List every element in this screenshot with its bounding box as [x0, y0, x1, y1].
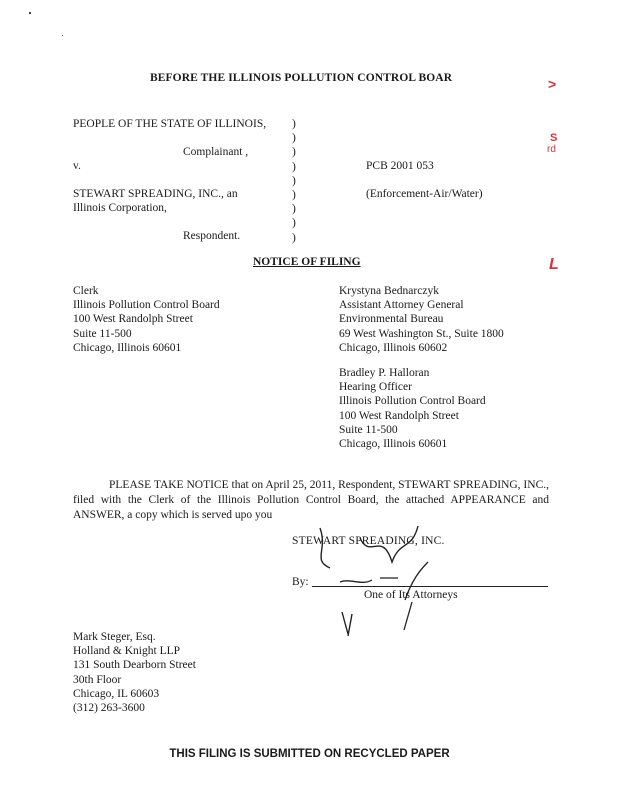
board-caption-title: BEFORE THE ILLINOIS POLLUTION CONTROL BOAR	[150, 72, 453, 84]
signature-company: STEWART SPREADING, INC.	[292, 535, 445, 547]
signature-by-label: By:	[292, 576, 309, 588]
caption-paren: )	[292, 160, 296, 173]
address-line: Chicago, Illinois 60601	[73, 341, 182, 354]
signature-stroke	[404, 602, 412, 630]
caption-paren: )	[292, 203, 296, 216]
signature-stroke	[342, 612, 352, 636]
received-stamp-fragment: S	[550, 132, 558, 144]
counsel-line: 131 South Dearborn Street	[73, 659, 196, 672]
address-line: 69 West Washington St., Suite 1800	[339, 327, 504, 340]
case-type: (Enforcement-Air/Water)	[366, 188, 483, 200]
addressee-clerk	[73, 284, 220, 355]
address-line: Suite 11-500	[339, 423, 398, 436]
address-line: 100 West Randolph Street	[339, 409, 459, 422]
received-stamp-fragment: >	[548, 76, 557, 92]
address-line: Krystyna Bednarczyk	[339, 285, 439, 297]
address-line: Hearing Officer	[339, 381, 412, 394]
caption-defendant: STEWART SPREADING, INC., an	[73, 188, 238, 200]
caption-paren-column	[292, 117, 296, 245]
recycled-paper-footer: THIS FILING IS SUBMITTED ON RECYCLED PAPER	[169, 748, 450, 760]
address-line: Bradley P. Halloran	[339, 367, 430, 379]
counsel-line: 30th Floor	[73, 673, 122, 686]
counsel-line: (312) 263-3600	[73, 702, 145, 715]
scan-speck	[29, 12, 31, 14]
caption-paren: )	[292, 217, 296, 230]
counsel-line: Mark Steger, Esq.	[73, 631, 156, 643]
address-line: Clerk	[73, 285, 99, 297]
caption-versus: v.	[73, 160, 81, 172]
caption-paren: )	[292, 132, 296, 145]
notice-title: NOTICE OF FILING	[253, 256, 361, 268]
received-stamp-fragment: rd	[547, 144, 556, 155]
notice-body-paragraph: PLEASE TAKE NOTICE that on April 25, 2011, Respondent, STEWART SPREADING, INC., filed with the Clerk of the Illinois Pollution Control Board, the attached APPEARANCE and ANSWER, a copy which is served upo you	[73, 479, 549, 521]
handwritten-signature	[300, 520, 470, 640]
addressee-hearing-officer	[339, 366, 486, 451]
address-line: Suite 11-500	[73, 327, 132, 340]
counsel-line: Holland & Knight LLP	[73, 645, 181, 658]
caption-paren: )	[292, 174, 296, 187]
counsel-block	[73, 630, 196, 715]
address-line: Chicago, Illinois 60601	[339, 438, 448, 451]
caption-plaintiff: PEOPLE OF THE STATE OF ILLINOIS,	[73, 118, 267, 130]
signature-line	[312, 586, 548, 587]
caption-paren: )	[292, 118, 296, 130]
signature-stroke	[320, 528, 330, 568]
caption-paren: )	[292, 231, 296, 244]
caption-complainant-label: Complainant ,	[183, 146, 249, 158]
address-line: Illinois Pollution Control Board	[339, 395, 486, 408]
address-line: Chicago, Illinois 60602	[339, 341, 448, 354]
caption-paren: )	[292, 189, 296, 202]
addressee-attorney-general	[339, 284, 504, 355]
scan-speck	[62, 35, 63, 36]
signature-attorney-label: One of Its Attorneys	[364, 589, 458, 601]
signature-stroke	[340, 578, 398, 582]
address-line: Environmental Bureau	[339, 313, 444, 326]
address-line: Illinois Pollution Control Board	[73, 299, 220, 312]
caption-respondent-label: Respondent.	[183, 230, 241, 242]
case-number: PCB 2001 053	[366, 160, 434, 172]
caption-defendant-type: Illinois Corporation,	[73, 202, 167, 214]
signature-stroke	[360, 526, 418, 562]
address-line: Assistant Attorney General	[339, 299, 464, 312]
caption-paren: )	[292, 146, 296, 159]
address-line: 100 West Randolph Street	[73, 313, 193, 326]
counsel-line: Chicago, IL 60603	[73, 687, 160, 700]
received-stamp-fragment: L	[549, 256, 559, 273]
